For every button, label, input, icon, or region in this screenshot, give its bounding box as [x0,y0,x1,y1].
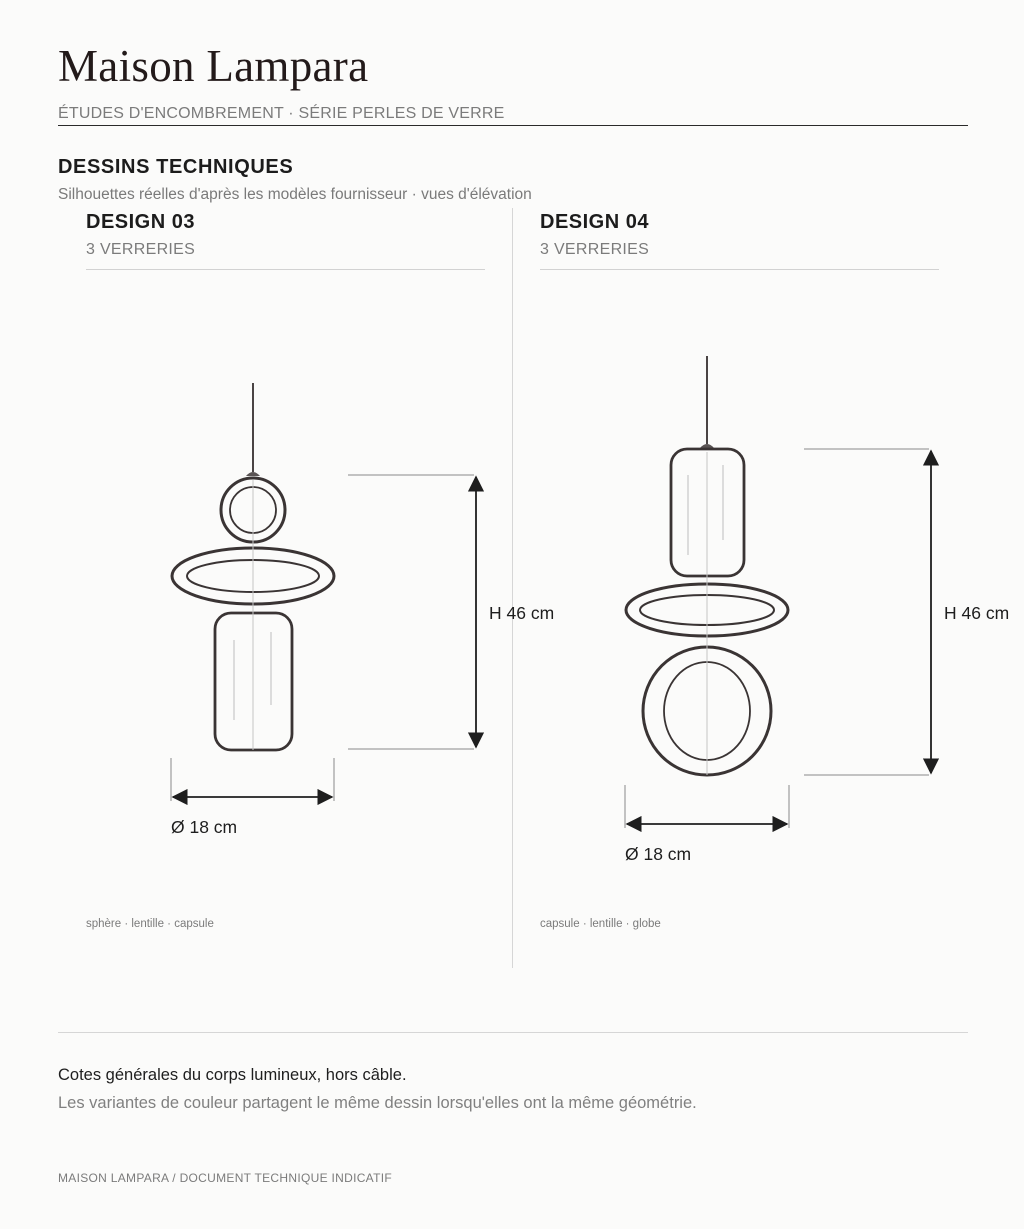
design-03-count: 3 VERRERIES [86,241,196,258]
brand-title: Maison Lampara [58,41,369,91]
footer-text: MAISON LAMPARA / DOCUMENT TECHNIQUE INDICATIF [58,1171,392,1185]
section-subtitle: Silhouettes réelles d'après les modèles fournisseur · vues d'élévation [58,186,532,203]
variant-note: Les variantes de couleur partagent le même dessin lorsqu'elles ont la même géométrie. [58,1094,697,1112]
dimension-note: Cotes générales du corps lumineux, hors câble. [58,1066,407,1084]
design-04-pieces: capsule · lentille · globe [540,918,661,930]
design-03-pieces: sphère · lentille · capsule [86,918,214,930]
design-03-height-label: H 46 cm [489,603,555,623]
design-04-count: 3 VERRERIES [540,241,650,258]
cable-icon [246,383,260,476]
design-03-drawing [171,383,554,837]
cable-icon [700,356,714,448]
height-dimension [804,449,931,775]
document-subtitle: ÉTUDES D'ENCOMBREMENT · SÉRIE PERLES DE VERRE [58,105,505,122]
design-04-height-label: H 46 cm [944,603,1010,623]
notes-divider [58,1032,968,1033]
design-04-drawing [625,356,1009,864]
diameter-dimension [625,785,789,828]
design-03-diameter-label: Ø 18 cm [171,817,238,837]
height-dimension [348,475,476,749]
diameter-dimension [171,758,334,801]
design-04-title: DESIGN 04 [540,211,649,233]
design-04-diameter-label: Ø 18 cm [625,844,692,864]
section-title: DESSINS TECHNIQUES [58,156,294,178]
design-03-title: DESIGN 03 [86,211,195,233]
